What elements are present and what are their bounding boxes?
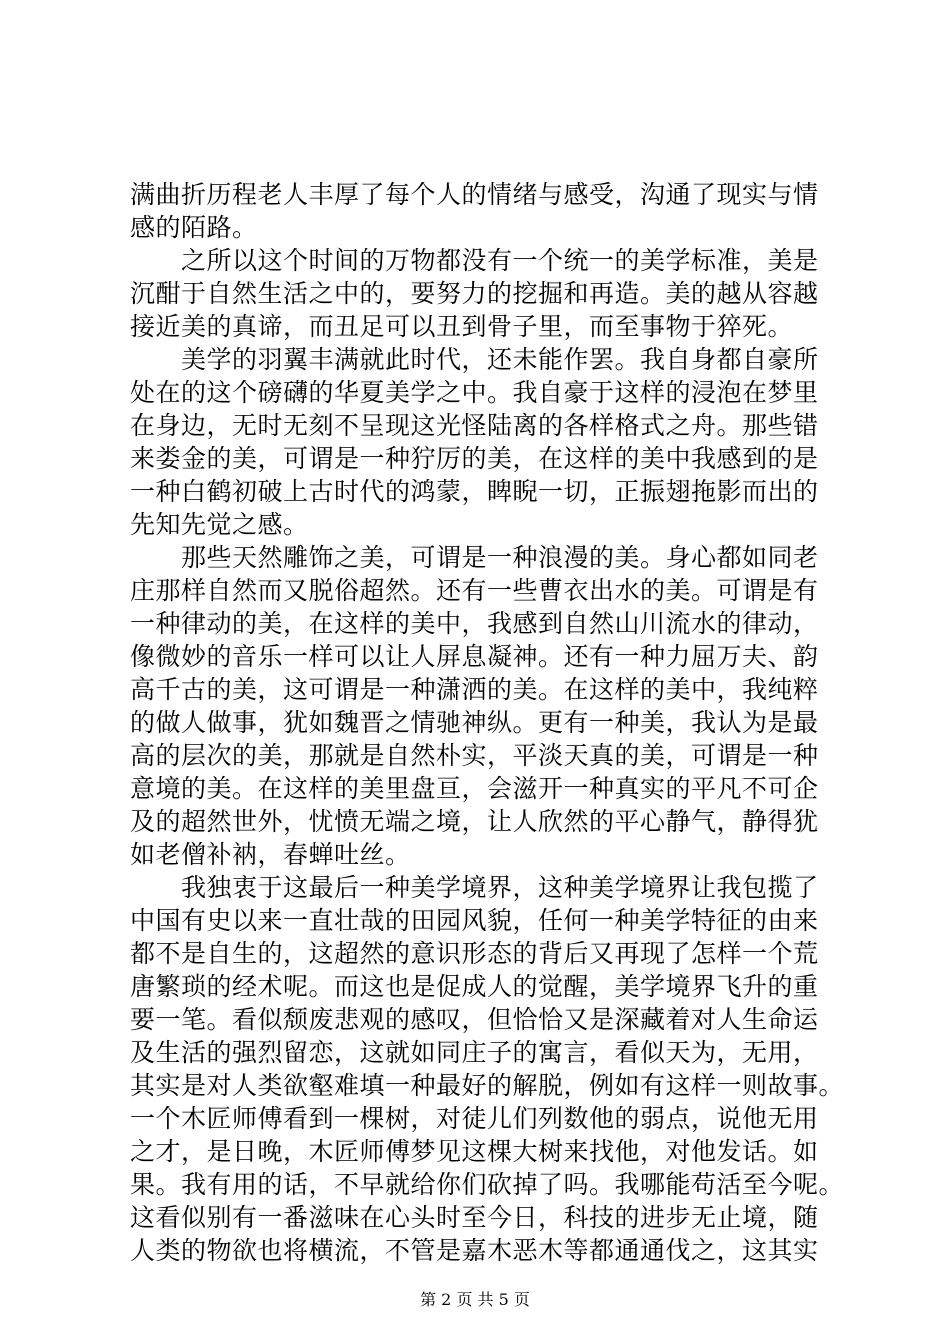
- text-line: 高千古的美，这可谓是一种潇洒的美。在这样的美中，我纯粹: [130, 675, 819, 704]
- text-line: 这看似别有一番滋味在心头时至今日，科技的进步无止境，随: [130, 1203, 819, 1232]
- text-line: 之才，是日晚，木匠师傅梦见这棵大树来找他，对他发话。如: [130, 1137, 819, 1166]
- text-line: 之所以这个时间的万物都没有一个统一的美学标准，美是: [130, 246, 819, 275]
- text-line: 果。我有用的话，不早就给你们砍掉了吗。我哪能苟活至今呢。: [130, 1170, 845, 1199]
- text-line: 的做人做事，犹如魏晋之情驰神纵。更有一种美，我认为是最: [130, 708, 819, 737]
- text-line: 先知先觉之感。: [130, 510, 309, 539]
- body-text: [130, 178, 845, 1267]
- text-line: 一个木匠师傅看到一棵树，对徒儿们列数他的弱点，说他无用: [130, 1104, 819, 1133]
- text-line: 一种白鹤初破上古时代的鸿蒙，睥睨一切，正振翅拖影而出的: [130, 477, 819, 506]
- text-line: 我独衷于这最后一种美学境界，这种美学境界让我包揽了: [130, 873, 819, 902]
- text-line: 庄那样自然而又脱俗超然。还有一些曹衣出水的美。可谓是有: [130, 576, 819, 605]
- text-line: 如老僧补衲，春蝉吐丝。: [130, 840, 411, 869]
- text-line: 那些天然雕饰之美，可谓是一种浪漫的美。身心都如同老: [130, 543, 819, 572]
- text-line: 沉酣于自然生活之中的，要努力的挖掘和再造。美的越从容越: [130, 279, 819, 308]
- text-line: 美学的羽翼丰满就此时代，还未能作罢。我自身都自豪所: [130, 345, 819, 374]
- text-line: 一种律动的美，在这样的美中，我感到自然山川流水的律动，: [130, 609, 819, 638]
- text-line: 在身边，无时无刻不呈现这光怪陆离的各样格式之舟。那些错: [130, 411, 819, 440]
- text-line: 高的层次的美，那就是自然朴实，平淡天真的美，可谓是一种: [130, 741, 819, 770]
- text-line: 及的超然世外，忧愤无端之境，让人欣然的平心静气，静得犹: [130, 807, 819, 836]
- text-line: 满曲折历程老人丰厚了每个人的情绪与感受，沟通了现实与情: [130, 180, 819, 209]
- text-line: 唐繁琐的经术呢。而这也是促成人的觉醒，美学境界飞升的重: [130, 972, 819, 1001]
- text-line: 都不是自生的，这超然的意识形态的背后又再现了怎样一个荒: [130, 939, 819, 968]
- text-line: 意境的美。在这样的美里盘亘，会滋开一种真实的平凡不可企: [130, 774, 819, 803]
- text-line: 接近美的真谛，而丑足可以丑到骨子里，而至事物于猝死。: [130, 312, 794, 341]
- text-line: 感的陌路。: [130, 213, 258, 242]
- text-line: 其实是对人类欲壑难填一种最好的解脱，例如有这样一则故事。: [130, 1071, 845, 1100]
- text-line: 来娄金的美，可谓是一种狞厉的美，在这样的美中我感到的是: [130, 444, 819, 473]
- text-line: 处在的这个磅礴的华夏美学之中。我自豪于这样的浸泡在梦里: [130, 378, 819, 407]
- text-line: 像微妙的音乐一样可以让人屏息凝神。还有一种力屈万夫、韵: [130, 642, 819, 671]
- text-line: 中国有史以来一直壮哉的田园风貌，任何一种美学特征的由来: [130, 906, 819, 935]
- page-number-footer: 第 2 页 共 5 页: [420, 1290, 530, 1309]
- text-line: 人类的物欲也将横流，不管是嘉木恶木等都通通伐之，这其实: [130, 1236, 819, 1265]
- text-line: 要一笔。看似颓废悲观的感叹，但恰恰又是深藏着对人生命运: [130, 1005, 819, 1034]
- text-line: 及生活的强烈留恋，这就如同庄子的寓言，看似天为，无用，: [130, 1038, 819, 1067]
